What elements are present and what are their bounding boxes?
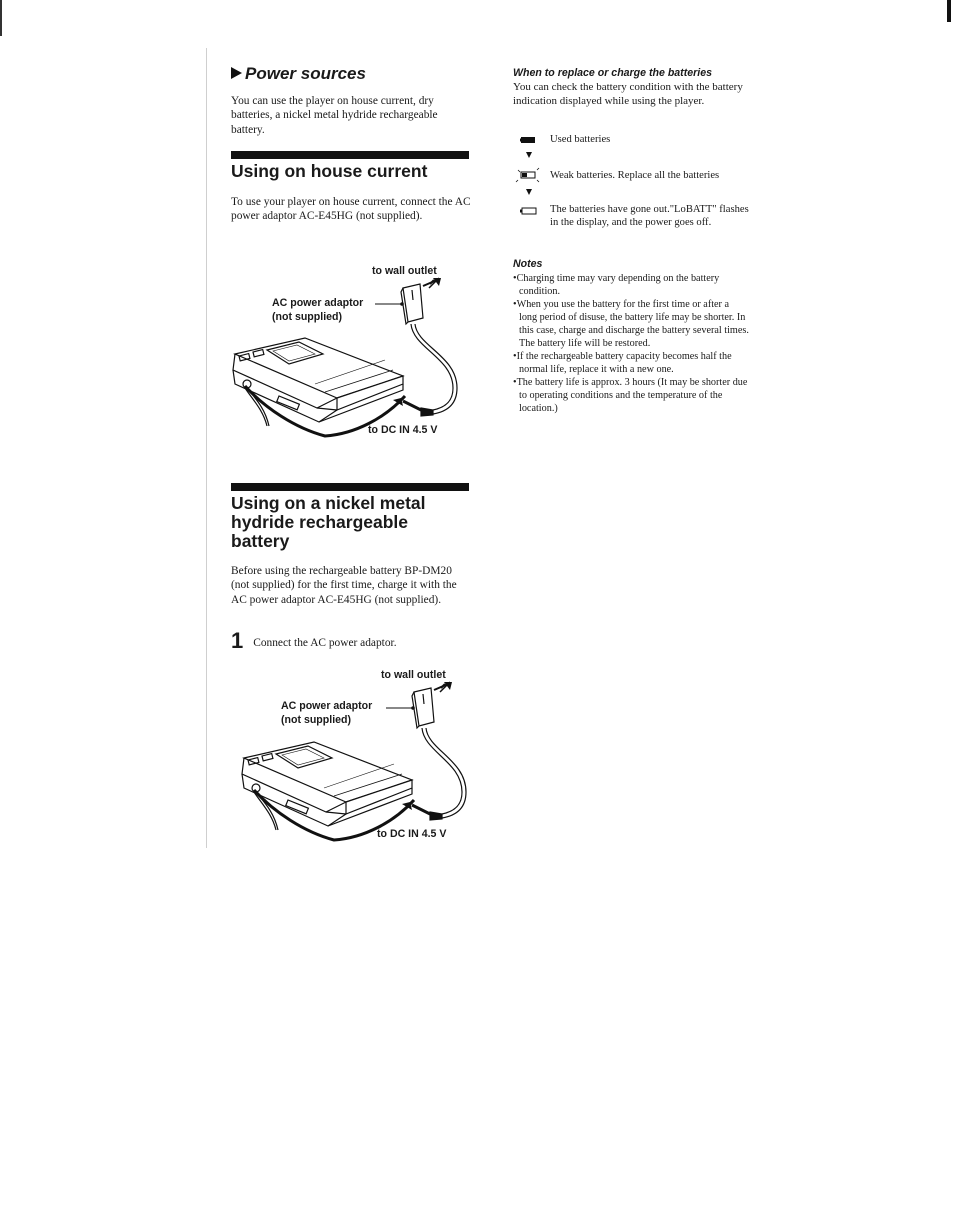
replace-body: You can check the battery condition with the battery indication displayed while using the player. bbox=[513, 81, 743, 107]
section-divider bbox=[231, 151, 469, 159]
nimh-body: Before using the rechargeable battery BP-DM20 (not supplied) for the first time, charge it with the AC power adaptor AC-E45HG (not supplied). bbox=[231, 565, 457, 606]
section-divider bbox=[231, 483, 469, 491]
figure-label-dc-in: to DC IN 4.5 V bbox=[368, 424, 438, 436]
nimh-figure bbox=[234, 662, 484, 852]
figure-label-adaptor: AC power adaptor bbox=[272, 297, 364, 309]
nimh-heading-line: battery bbox=[231, 531, 290, 551]
page-edge-mark bbox=[0, 0, 2, 36]
figure-label-wall-outlet: to wall outlet bbox=[372, 265, 437, 277]
house-current-heading: Using on house current bbox=[231, 161, 428, 181]
figure-label-not-supplied: (not supplied) bbox=[281, 714, 352, 726]
battery-state-text: Weak batteries. Replace all the batteries bbox=[550, 170, 720, 181]
battery-weak-icon bbox=[515, 166, 543, 184]
step-number: 1 bbox=[231, 628, 244, 653]
figure-label-adaptor: AC power adaptor bbox=[281, 700, 373, 712]
figure-label-dc-in: to DC IN 4.5 V bbox=[377, 828, 447, 840]
battery-used-icon bbox=[520, 135, 538, 145]
figure-label-wall-outlet: to wall outlet bbox=[381, 669, 446, 681]
replace-heading: When to replace or charge the batteries bbox=[513, 67, 712, 79]
nimh-heading bbox=[231, 494, 471, 551]
battery-state-text: Used batteries bbox=[550, 134, 611, 145]
state-arrow-icon bbox=[526, 152, 532, 158]
player-adaptor-illustration bbox=[234, 662, 484, 852]
note-item: •The battery life is approx. 3 hours (It may be shorter due to operating conditions and the temperature of the location.) bbox=[513, 377, 748, 414]
margin-rule bbox=[206, 48, 207, 848]
nimh-heading-line: hydride rechargeable bbox=[231, 512, 409, 532]
battery-empty-icon bbox=[520, 206, 538, 216]
section-title: Power sources bbox=[231, 64, 366, 84]
state-arrow-icon bbox=[526, 189, 532, 195]
step-text: Connect the AC power adaptor. bbox=[253, 637, 397, 649]
note-item: •When you use the battery for the first time or after a long period of disuse, the battery life may be shorter. In this case, charge and discharge the battery several times. The battery life will be restored. bbox=[513, 299, 749, 349]
battery-state-text: The batteries have gone out."LoBATT" flashes in the display, and the power goes off. bbox=[550, 204, 749, 228]
notes-heading: Notes bbox=[513, 258, 543, 270]
power-sources-intro: You can use the player on house current, dry batteries, a nickel metal hydride rechargeable battery. bbox=[231, 95, 438, 136]
page-edge-mark-right bbox=[947, 0, 951, 22]
figure-label-not-supplied: (not supplied) bbox=[272, 311, 343, 323]
triangle-icon bbox=[231, 67, 242, 79]
house-current-body: To use your player on house current, connect the AC power adaptor AC-E45HG (not supplied). bbox=[231, 196, 471, 223]
house-current-figure bbox=[225, 258, 475, 448]
step-1 bbox=[231, 628, 397, 654]
player-adaptor-illustration bbox=[225, 258, 475, 448]
nimh-heading-line: Using on a nickel metal bbox=[231, 493, 426, 513]
note-item: •Charging time may vary depending on the battery condition. bbox=[513, 273, 720, 297]
note-item: •If the rechargeable battery capacity becomes half the normal life, replace it with a new one. bbox=[513, 351, 732, 375]
notes-list bbox=[513, 272, 749, 415]
